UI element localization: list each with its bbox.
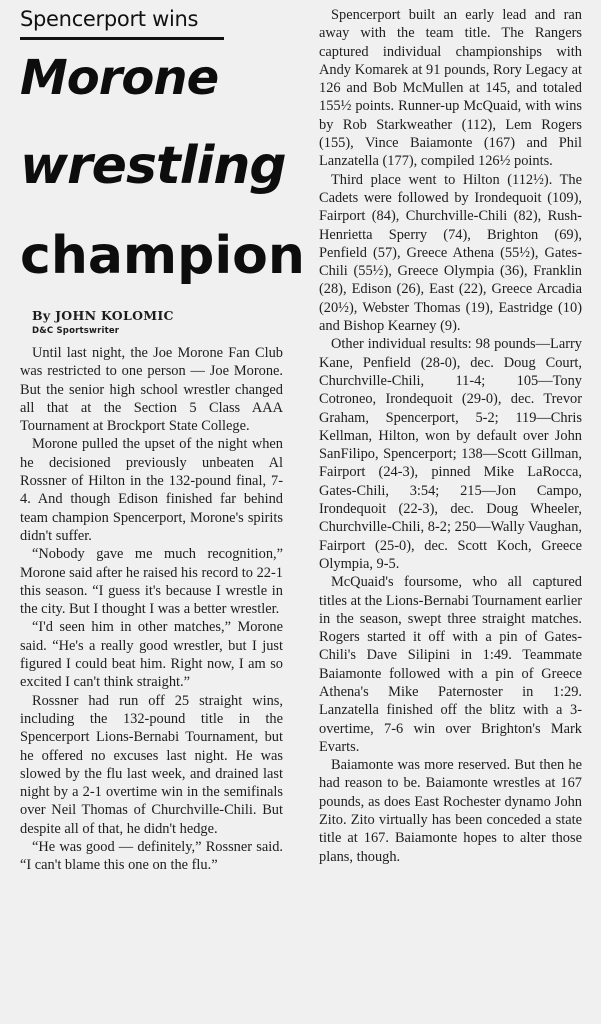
paragraph: Other individual results: 98 pounds—Larry Kane, Penfield (28-0), dec. Doug Court, Churchville-Chili, 11-4; 105—Tony Cotroneo, Irondequoit (29-0), dec. Trevor Graham, Spencerport, 5-2; 119—Chris Kellman, Hilton, won by default over John SanFilipo, Spencerport; 138—Scott Gillman, Fairport (24-3), pinned Mike LaRocca, Gates-Chili, 3:54; 215—Jon Campo, Irondequoit (22-3), dec. Doug Wheeler, Churchville-Chili, 8-2; 250—Wally Vaughan, Fairport (25-0), dec. Scott Koch, Greece Olympia, 9-5. bbox=[319, 336, 582, 572]
byline-credit: D&C Sportswriter bbox=[32, 326, 120, 336]
paragraph: Rossner had run off 25 straight wins, including the 132-pound title in the Spencerport Lions-Bernabi Tournament, but he offered no excuses last night. He was slowed by the flu last week, and drained last night by a 2-1 overtime win in the semifinals over Neil Thomas of Churchville-Chili. But despite all of that, he didn't hedge. bbox=[20, 692, 283, 837]
kicker-headline: Spencerport wins bbox=[20, 6, 224, 40]
right-column bbox=[319, 6, 582, 866]
paragraph: “I'd seen him in other matches,” Morone said. “He's a really good wrestler, but I just figured I could beat him. Right now, I am so excited I can't think straight.” bbox=[20, 619, 283, 691]
paragraph: McQuaid's foursome, who all captured titles at the Lions-Bernabi Tournament earlier in the season, swept three straight matches. Rogers started it off with a pin of Gates-Chili's Dave Silipini in 1:49. Teammate Baiamonte followed with a pin of Greece Athena's Mike Paternoster in 1:29. Lanzatella finished off the blitz with a 3-overtime, 7-6 win over Brighton's Mark Evarts. bbox=[319, 574, 582, 755]
headline-line-2: wrestling bbox=[20, 136, 286, 196]
paragraph: Morone pulled the upset of the night when he decisioned previously unbeaten Al Rossner of Hilton in the 132-pound final, 7-4. And though Edison finished far behind team champion Spencerport, Morone's spirits didn't suffer. bbox=[20, 436, 283, 544]
headline-line-3: champion bbox=[20, 226, 305, 286]
paragraph: Baiamonte was more reserved. But then he had reason to be. Baiamonte wrestles at 167 pounds, as does East Rochester dynamo John Zito. Zito virtually has been conceded a state title at 167. Baiamonte hopes to alter those plans, though. bbox=[319, 757, 582, 865]
paragraph: Spencerport built an early lead and ran away with the team title. The Rangers captured individual championships with Andy Komarek at 91 pounds, Rory Legacy at 126 and Bob McMullen at 145, and totaled 155½ points. Runner-up McQuaid, with wins by Rob Starkweather (112), Lem Rogers (155), Vince Baiamonte (167) and Phil Lanzatella (177), compiled 126½ points. bbox=[319, 7, 582, 170]
headline-line-1: Morone bbox=[20, 50, 219, 106]
left-column bbox=[20, 6, 305, 875]
paragraph: Until last night, the Joe Morone Fan Club was restricted to one person — Joe Morone. But the senior high school wrestler changed all that at the Section 5 Class AAA Tournament at Brockport State College. bbox=[20, 345, 283, 435]
paragraph: “Nobody gave me much recognition,” Morone said after he raised his record to 22-1 this season. “I guess it's because I wrestle in the city. But I thought I was a better wrestler. bbox=[20, 546, 283, 618]
paragraph: “He was good — definitely,” Rossner said. “I can't blame this one on the flu.” bbox=[20, 839, 283, 874]
left-body bbox=[20, 344, 283, 875]
paragraph: Third place went to Hilton (112½). The Cadets were followed by Irondequoit (109), Fairport (84), Churchville-Chili (82), Rush-Henrietta Sperry (74), Brighton (69), Penfield (57), Greece Athena (55½), Gates-Chili (55½), Greece Olympia (36), Franklin (28), Edison (26), East (22), Greece Arcadia (20½), Webster Thomas (19), Eastridge (10) and Bishop Kearney (9). bbox=[319, 171, 582, 335]
byline: By JOHN KOLOMIC bbox=[32, 308, 174, 323]
